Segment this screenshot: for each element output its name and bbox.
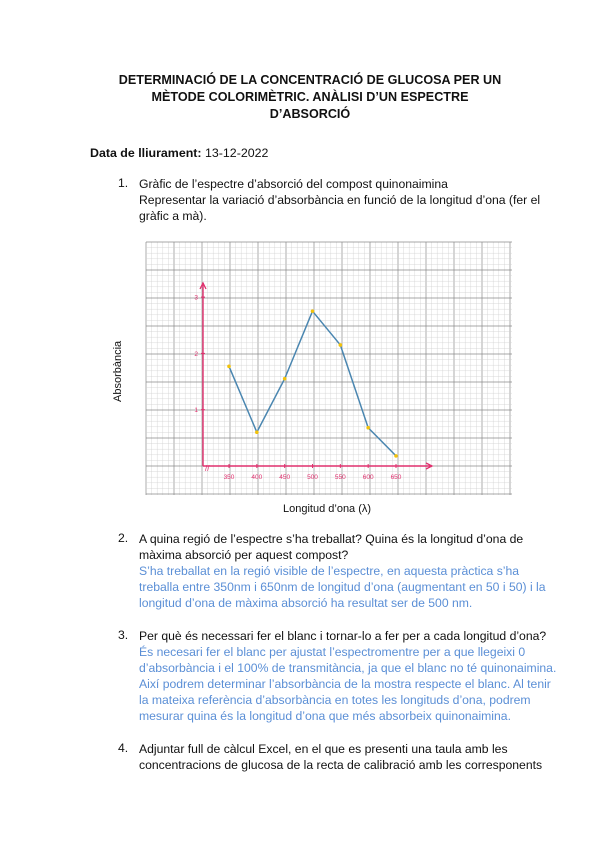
q2-answer-3: longitud d’ona de màxima absorció ha resultat ser de 500 nm. (139, 596, 473, 610)
x-tick-label: 550 (334, 474, 346, 481)
q3-line-1: Per què és necessari fer el blanc i tornar-lo a fer per a cada longitud d’ona? (139, 629, 547, 643)
x-tick-label: 450 (279, 474, 291, 481)
y-axis-label: Absorbància (112, 340, 124, 402)
q2-answer-1: S’ha treballat en la regió visible de l’espectre, en aquesta pràctica s’ha (139, 564, 520, 578)
q2-number: 2. (118, 531, 129, 545)
q1-title: Gràfic de l’espectre d’absorció del compost quinonaimina (139, 177, 448, 191)
data-point (339, 343, 343, 347)
q1-line-1: Representar la variació d’absorbància en funció de la longitud d’ona (fer el (139, 193, 541, 207)
q2-answer-2: treballa entre 350nm i 650nm de longitud d’ona (augmentant en 50 i 50) i la (139, 580, 546, 594)
q2-line-1: A quina regió de l’espectre s’ha treballat? Quina és la longitud d’ona de (139, 532, 524, 546)
q3-text (139, 628, 557, 724)
data-point (394, 454, 398, 458)
delivery-date-label: Data de lliurament: (90, 146, 202, 160)
data-point (227, 365, 231, 369)
q4-line-2: concentracions de glucosa de la recta de calibració amb les corresponents (139, 758, 543, 772)
q4-line-1: Adjuntar full de càlcul Excel, en el que es presenti una taula amb les (139, 742, 508, 756)
data-point (255, 430, 259, 434)
y-tick-label: 2 (194, 350, 198, 358)
q3-answer-3: Així podrem determinar l’absorbància de la mostra respecte el blanc. Al tenir (139, 677, 551, 691)
axis-break-mark: // (205, 464, 210, 473)
graph-paper-grid (146, 242, 512, 495)
title-line-1: DETERMINACIÓ DE LA CONCENTRACIÓ DE GLUCOSA PER UN (118, 73, 502, 87)
q3-answer-4: la mateixa referència d’absorbància en totes les longituds d’ona, podrem (139, 693, 531, 707)
q3-answer-5: mesurar quina és la longitud d’ona que més absorbeix quinonaimina. (139, 709, 511, 723)
q1-number: 1. (118, 176, 129, 190)
x-tick-label: 650 (390, 474, 402, 481)
q3-number: 3. (118, 628, 129, 642)
y-tick-label: 3 (194, 294, 198, 302)
x-axis-label: Longitud d’ona (λ) (283, 503, 372, 515)
title-line-2: MÈTODE COLORIMÈTRIC. ANÀLISI D’UN ESPECTRE (151, 90, 469, 104)
q3-answer-2: d’absorbància i el 100% de transmitància, ja que el blanc no té quinonaimina. (139, 661, 557, 675)
data-point (311, 309, 315, 313)
x-tick-label: 350 (223, 474, 235, 481)
x-tick-label: 600 (362, 474, 374, 481)
title-line-3: D’ABSORCIÓ (269, 107, 351, 121)
y-tick-label: 1 (194, 407, 198, 415)
delivery-date-value: 13-12-2022 (205, 146, 269, 160)
q1-line-2: gràfic a mà). (139, 209, 207, 223)
q2-line-2: màxima absorció per aquest compost? (139, 548, 349, 562)
q3-answer-1: És necesari fer el blanc per ajustat l’espectromentre per a que llegeixi 0 (139, 645, 526, 659)
chart-axes (200, 283, 432, 473)
data-point (366, 426, 370, 430)
x-tick-label: 400 (251, 474, 263, 481)
data-point (283, 377, 287, 381)
x-tick-label: 500 (307, 474, 318, 481)
absorbance-series-line (229, 311, 396, 456)
q4-text (139, 741, 543, 773)
q4-number: 4. (118, 741, 129, 755)
q2-text (139, 531, 546, 611)
